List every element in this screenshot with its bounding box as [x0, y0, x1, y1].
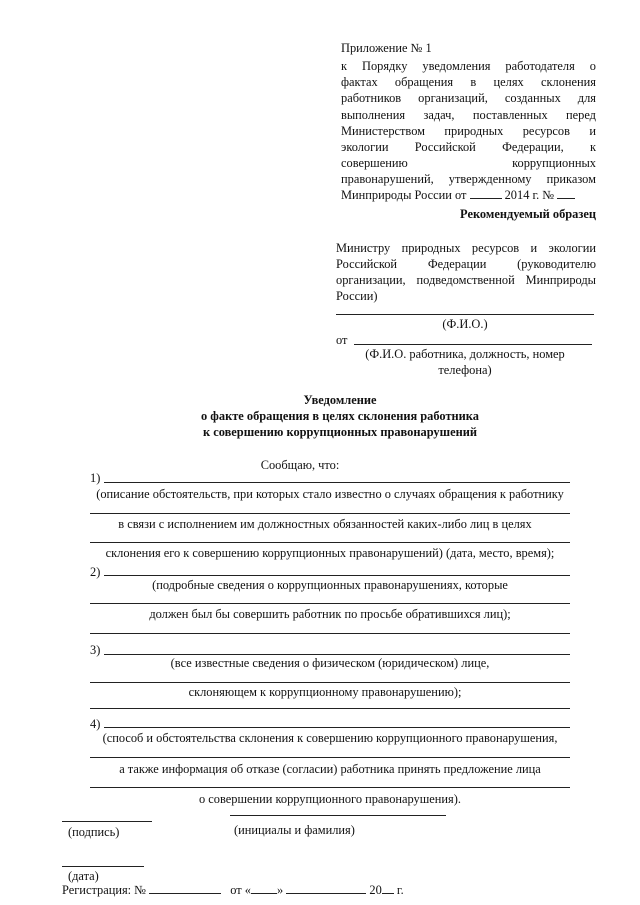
- registration-quote-close: »: [277, 883, 284, 897]
- registration-month-blank: [286, 882, 366, 894]
- registration-from-label: от «: [230, 883, 251, 897]
- appendix-line: фактах обращения в целях склонения: [341, 75, 596, 90]
- appendix-line: совершению коррупционных: [341, 155, 596, 170]
- fill-line: [90, 682, 570, 683]
- registration-number-blank: [149, 882, 221, 894]
- intro-text: Сообщаю, что:: [260, 458, 340, 472]
- date-caption: (дата): [68, 869, 99, 883]
- appendix-line: к Порядку уведомления работодателя о: [341, 59, 596, 74]
- appendix-last-line: [341, 187, 596, 203]
- appendix-line: Министерством природных ресурсов и: [341, 123, 596, 138]
- name-line: [230, 815, 446, 816]
- appendix-line: работников организаций, созданных для: [341, 91, 596, 106]
- signature-line: [62, 821, 152, 822]
- heading-line: к совершению коррупционных правонарушений: [202, 425, 477, 440]
- name-caption: (инициалы и фамилия): [234, 823, 355, 837]
- registration-year-label: 20: [369, 883, 382, 897]
- fill-line: [90, 542, 570, 543]
- item-caption: (описание обстоятельств, при которых стало известно о случаях обращения к работнику: [96, 487, 564, 501]
- item-caption: (подробные сведения о коррупционных правонарушениях, которые: [152, 578, 508, 592]
- order-number-blank: [557, 187, 575, 199]
- recommended-sample-label: Рекомендуемый образец: [460, 207, 596, 221]
- fill-line: [90, 708, 570, 709]
- heading-line: о факте обращения в целях склонения работника: [201, 409, 479, 424]
- appendix-line: выполнения задач, поставленных перед: [341, 107, 596, 122]
- addressee-line: организации, подведомственной Минприроды: [336, 273, 596, 288]
- addressee-line: Российской Федерации (руководителю: [336, 257, 596, 272]
- fill-line: [104, 575, 570, 576]
- signature-caption: (подпись): [68, 825, 120, 839]
- employee-caption: (Ф.И.О. работника, должность, номер: [365, 347, 565, 361]
- appendix-title: Приложение № 1: [341, 41, 432, 55]
- item-number: 3): [90, 643, 101, 657]
- registration-day-blank: [251, 882, 277, 894]
- appendix-line: экологии Российской Федерации, к: [341, 139, 596, 154]
- appendix-line: правонарушений, утвержденному приказом: [341, 172, 596, 186]
- fill-line: [90, 633, 570, 634]
- item-number: 1): [90, 471, 101, 485]
- from-label: от: [336, 333, 348, 347]
- item-caption: должен был бы совершить работник по просьбе обратившихся лиц);: [149, 607, 511, 621]
- registration-label: Регистрация: №: [62, 883, 147, 897]
- fill-line: [90, 757, 570, 758]
- date-line: [62, 866, 144, 867]
- employee-line: [354, 344, 592, 345]
- item-number: 2): [90, 565, 101, 579]
- item-caption: о совершении коррупционного правонарушения).: [199, 792, 461, 806]
- order-date-blank: [470, 187, 502, 199]
- item-caption: а также информация об отказе (согласии) работника принять предложение лица: [119, 762, 541, 776]
- registration-line: [62, 882, 404, 898]
- appendix-block: [341, 40, 596, 203]
- addressee-line: Министру природных ресурсов и экологии: [336, 241, 596, 255]
- addressee-line: России): [336, 289, 378, 304]
- employee-caption: телефона): [438, 363, 492, 377]
- registration-suffix: г.: [396, 883, 404, 897]
- manager-fio-line: [336, 314, 594, 315]
- order-date-label: Минприроды России от: [341, 188, 467, 203]
- item-caption: склонения его к совершению коррупционных правонарушений) (дата, место, время);: [105, 546, 555, 560]
- fill-line: [104, 482, 570, 483]
- item-caption: склоняющем к коррупционному правонарушению);: [188, 685, 462, 699]
- registration-year-blank: [382, 882, 394, 894]
- fill-line: [90, 787, 570, 788]
- addressee-block: [336, 240, 596, 305]
- item-number: 4): [90, 717, 101, 731]
- fill-line: [90, 603, 570, 604]
- fio-caption: (Ф.И.О.): [442, 317, 488, 331]
- fill-line: [104, 727, 570, 728]
- fill-line: [90, 513, 570, 514]
- order-year-label: 2014 г. №: [504, 188, 555, 203]
- heading-line: Уведомление: [303, 393, 377, 407]
- item-caption: (способ и обстоятельства склонения к совершению коррупционного правонарушения,: [102, 731, 558, 745]
- item-caption: в связи с исполнением им должностных обязанностей каких-либо лиц в целях: [118, 517, 532, 531]
- notice-heading: [150, 392, 530, 440]
- item-caption: (все известные сведения о физическом (юридическом) лице,: [170, 656, 490, 670]
